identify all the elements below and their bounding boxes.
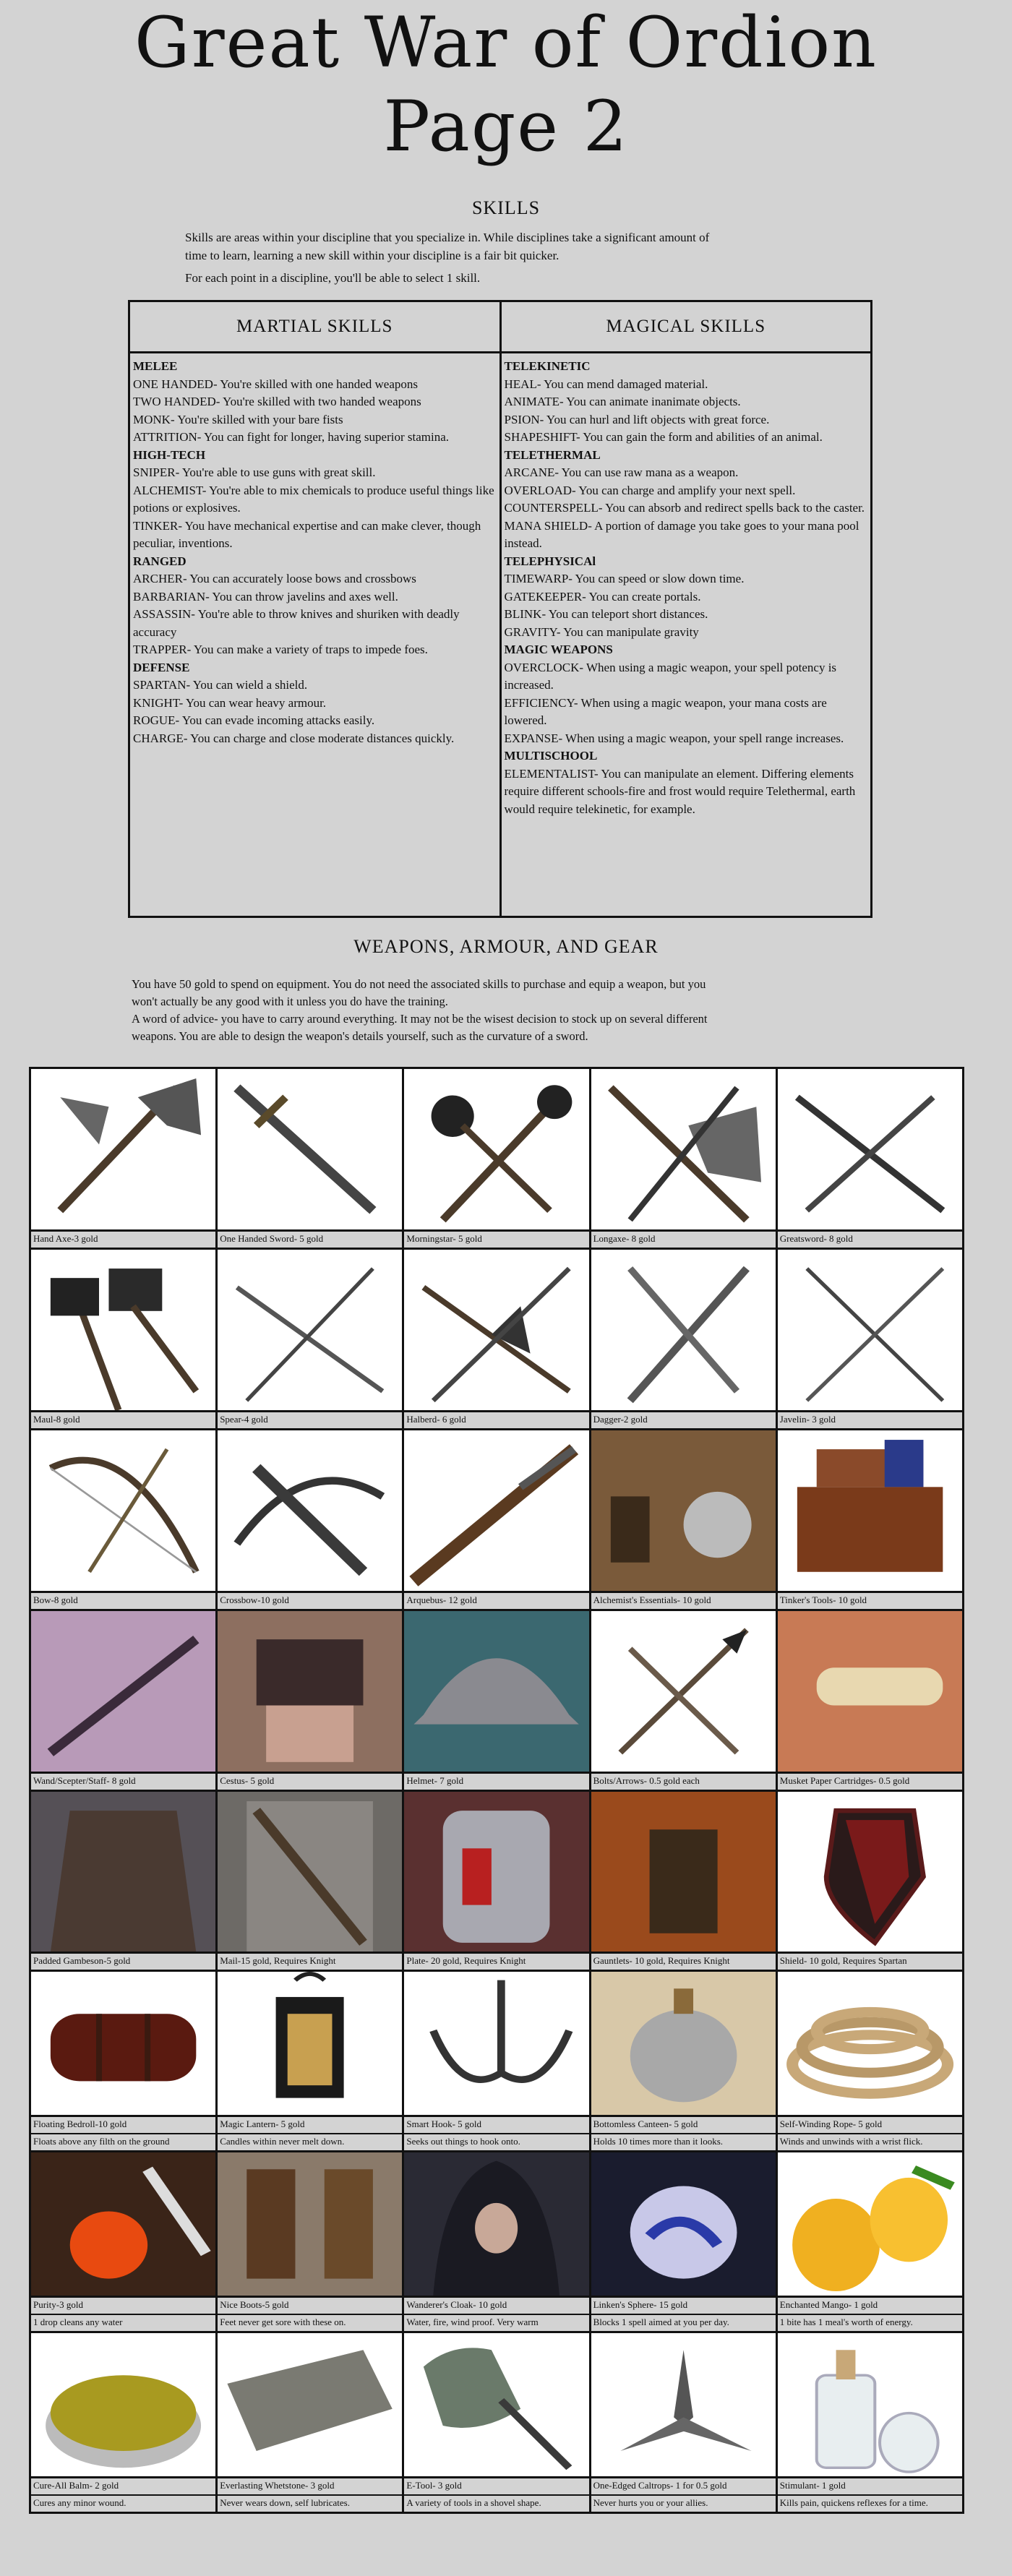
- gear-item: [31, 2152, 215, 2331]
- gear-item-name: Bow-8 gold: [31, 1591, 215, 1609]
- gear-item-name: Spear-4 gold: [218, 1410, 402, 1428]
- skill-category: MELEE: [133, 359, 178, 373]
- gear-item-name: Helmet- 7 gold: [404, 1772, 588, 1790]
- skill-entry: ANIMATE- You can animate inanimate objects.: [504, 395, 741, 408]
- skill-entry: BARBARIAN- You can throw javelins and axes well.: [133, 589, 398, 604]
- gear-heading: WEAPONS, ARMOUR, AND GEAR: [353, 936, 659, 957]
- gear-item: [404, 1611, 588, 1790]
- gear-item-name: Gauntlets- 10 gold, Requires Knight: [591, 1952, 776, 1970]
- gear-item: [591, 1069, 776, 1248]
- skill-entry: SHAPESHIFT- You can gain the form and abilities of an animal.: [504, 430, 823, 444]
- gear-item: [31, 1792, 215, 1970]
- gear-item-name: Hand Axe-3 gold: [31, 1229, 215, 1248]
- gear-item: [404, 1430, 588, 1609]
- rope-icon-svg: [778, 1972, 962, 2115]
- gear-item: [404, 2152, 588, 2331]
- gear-item-name: Javelin- 3 gold: [778, 1410, 962, 1428]
- gear-item-name: Cure-All Balm- 2 gold: [31, 2476, 215, 2494]
- gear-item-description: Seeks out things to hook onto.: [404, 2133, 588, 2150]
- grappling-hook-icon: [404, 1972, 588, 2115]
- hand-axe-icon-svg: [31, 1069, 215, 1229]
- caltrops-icon: [591, 2333, 776, 2476]
- gear-intro-line-3: A word of advice- you have to carry around everything. It may not be the wisest decision to stock up on several different: [132, 1012, 708, 1026]
- canteen-icon-svg: [591, 1972, 776, 2115]
- halberd-icon: [404, 1250, 588, 1410]
- gear-item: [31, 1069, 215, 1248]
- gear-item: [31, 1972, 215, 2150]
- gear-item: [31, 1430, 215, 1609]
- hand-axe-icon: [31, 1069, 215, 1229]
- skill-entry: TIMEWARP- You can speed or slow down time.: [504, 572, 745, 585]
- gear-item-name: Padded Gambeson-5 gold: [31, 1952, 215, 1970]
- cestus-icon: [218, 1611, 402, 1772]
- gear-item-name: Shield- 10 gold, Requires Spartan: [778, 1952, 962, 1970]
- greatsword-icon: [778, 1069, 962, 1229]
- chainmail-icon: [218, 1792, 402, 1952]
- skill-entry: MONK- You're skilled with your bare fists: [133, 412, 343, 426]
- gear-item: [591, 1430, 776, 1609]
- plate-armor-icon-svg: [404, 1792, 588, 1952]
- caltrops-icon-svg: [591, 2333, 776, 2476]
- gear-item-name: Self-Winding Rope- 5 gold: [778, 2115, 962, 2133]
- greatsword-icon-svg: [778, 1069, 962, 1229]
- skill-entry: GRAVITY- You can manipulate gravity: [504, 624, 699, 639]
- gear-intro-line-1: You have 50 gold to spend on equipment. You do not need the associated skills to purchase and equip a weapon, but you: [132, 977, 706, 991]
- grappling-hook-icon-svg: [404, 1972, 588, 2115]
- potion-icon: [31, 2152, 215, 2296]
- gear-item-name: Wanderer's Cloak- 10 gold: [404, 2296, 588, 2314]
- gear-item-description: Kills pain, quickens reflexes for a time.: [778, 2494, 962, 2512]
- gear-item-name: Stimulant- 1 gold: [778, 2476, 962, 2494]
- gear-item-name: Nice Boots-5 gold: [218, 2296, 402, 2314]
- gear-item: [31, 1611, 215, 1790]
- gear-item-description: Water, fire, wind proof. Very warm: [404, 2314, 588, 2331]
- magical-skills-list: [502, 353, 871, 821]
- gear-item-name: Cestus- 5 gold: [218, 1772, 402, 1790]
- gear-item: [218, 2152, 402, 2331]
- gear-item-description: Floats above any filth on the ground: [31, 2133, 215, 2150]
- gear-item: [778, 2152, 962, 2331]
- gear-item: [778, 1792, 962, 1970]
- wand-icon: [31, 1611, 215, 1772]
- bow-icon-svg: [31, 1430, 215, 1591]
- cloak-icon-svg: [404, 2152, 588, 2296]
- gear-item-name: Morningstar- 5 gold: [404, 1229, 588, 1248]
- arrows-icon-svg: [591, 1611, 776, 1772]
- spear-icon-svg: [218, 1250, 402, 1410]
- skill-entry: ELEMENTALIST- You can manipulate an element. Differing elements require different schools-fire and frost would require Telethermal, earth would require telekinetic, for example.: [504, 766, 856, 816]
- skill-entry: EFFICIENCY- When using a magic weapon, your mana costs are lowered.: [504, 695, 827, 727]
- balm-tin-icon: [31, 2333, 215, 2476]
- gear-item: [591, 1972, 776, 2150]
- skill-category: MAGIC WEAPONS: [504, 643, 613, 656]
- gear-item-name: Crossbow-10 gold: [218, 1591, 402, 1609]
- gear-item: [778, 1430, 962, 1609]
- whetstone-icon-svg: [218, 2333, 402, 2476]
- page-subtitle: Page 2: [383, 86, 629, 167]
- skill-entry: ARCANE- You can use raw mana as a weapon.: [504, 465, 739, 479]
- gear-item: [404, 1069, 588, 1248]
- cartridge-icon-svg: [778, 1611, 962, 1772]
- maul-icon-svg: [31, 1250, 215, 1410]
- gear-item-name: Plate- 20 gold, Requires Knight: [404, 1952, 588, 1970]
- spear-icon: [218, 1250, 402, 1410]
- gear-item-name: Alchemist's Essentials- 10 gold: [591, 1591, 776, 1609]
- skills-intro-line-2: time to learn, learning a new skill within your discipline is a fair bit quicker.: [185, 249, 559, 262]
- boots-icon: [218, 2152, 402, 2296]
- crossbow-icon-svg: [218, 1430, 402, 1591]
- gear-item: [404, 2333, 588, 2512]
- dagger-icon: [591, 1250, 776, 1410]
- gear-item-name: Mail-15 gold, Requires Knight: [218, 1952, 402, 1970]
- skill-category: TELETHERMAL: [504, 447, 601, 462]
- toolbox-icon-svg: [778, 1430, 962, 1591]
- helmet-icon-svg: [404, 1611, 588, 1772]
- boots-icon-svg: [218, 2152, 402, 2296]
- martial-skills-heading: MARTIAL SKILLS: [130, 302, 499, 353]
- skill-entry: EXPANSE- When using a magic weapon, your spell range increases.: [504, 731, 844, 745]
- longaxe-icon-svg: [591, 1069, 776, 1229]
- shovel-icon: [404, 2333, 588, 2476]
- bedroll-icon: [31, 1972, 215, 2115]
- plate-armor-icon: [404, 1792, 588, 1952]
- skill-entry: GATEKEEPER- You can create portals.: [504, 589, 701, 604]
- javelin-icon-svg: [778, 1250, 962, 1410]
- skill-entry: ASSASSIN- You're able to throw knives and shuriken with deadly accuracy: [133, 607, 460, 639]
- arquebus-icon: [404, 1430, 588, 1591]
- gear-item-description: 1 drop cleans any water: [31, 2314, 215, 2331]
- skill-category: TELEPHYSICAl: [504, 554, 596, 568]
- morningstar-icon-svg: [404, 1069, 588, 1229]
- skills-heading: SKILLS: [471, 197, 541, 218]
- gear-intro-line-2: won't actually be any good with it unless you do have the training.: [132, 995, 448, 1008]
- skill-entry: CHARGE- You can charge and close moderate distances quickly.: [133, 731, 455, 745]
- gear-item-description: Feet never get sore with these on.: [218, 2314, 402, 2331]
- shield-icon: [778, 1792, 962, 1952]
- skill-category: TELEKINETIC: [504, 359, 591, 373]
- one-handed-sword-icon-svg: [218, 1069, 402, 1229]
- gear-item-name: Bolts/Arrows- 0.5 gold each: [591, 1772, 776, 1790]
- potion-icon-svg: [31, 2152, 215, 2296]
- skill-category: DEFENSE: [133, 660, 190, 674]
- gear-item: [778, 1611, 962, 1790]
- skill-entry: HEAL- You can mend damaged material.: [504, 377, 708, 391]
- gear-item-name: Purity-3 gold: [31, 2296, 215, 2314]
- gear-item-name: Dagger-2 gold: [591, 1410, 776, 1428]
- skill-entry: BLINK- You can teleport short distances.: [504, 607, 708, 621]
- gauntlets-icon-svg: [591, 1792, 776, 1952]
- gear-item: [404, 1792, 588, 1970]
- gear-item-description: Holds 10 times more than it looks.: [591, 2133, 776, 2150]
- skill-entry: ONE HANDED- You're skilled with one handed weapons: [133, 377, 419, 391]
- gear-item: [218, 1430, 402, 1609]
- gambeson-icon: [31, 1792, 215, 1952]
- bottles-icon: [778, 2333, 962, 2476]
- skill-entry: TRAPPER- You can make a variety of traps to impede foes.: [133, 643, 428, 656]
- skill-entry: OVERCLOCK- When using a magic weapon, your spell potency is increased.: [504, 660, 837, 692]
- gear-item-name: Enchanted Mango- 1 gold: [778, 2296, 962, 2314]
- gear-item: [591, 2152, 776, 2331]
- skill-entry: KNIGHT- You can wear heavy armour.: [133, 695, 327, 710]
- skill-entry: ARCHER- You can accurately loose bows and crossbows: [133, 572, 416, 585]
- wand-icon-svg: [31, 1611, 215, 1772]
- skill-entry: ATTRITION- You can fight for longer, having superior stamina.: [133, 430, 449, 444]
- cartridge-icon: [778, 1611, 962, 1772]
- skill-entry: PSION- You can hurl and lift objects with great force.: [504, 412, 770, 426]
- gear-item-name: Everlasting Whetstone- 3 gold: [218, 2476, 402, 2494]
- arrows-icon: [591, 1611, 776, 1772]
- gear-item-name: Smart Hook- 5 gold: [404, 2115, 588, 2133]
- skill-entry: ROGUE- You can evade incoming attacks easily.: [133, 713, 375, 727]
- mango-icon: [778, 2152, 962, 2296]
- gear-item-description: Blocks 1 spell aimed at you per day.: [591, 2314, 776, 2331]
- crossbow-icon: [218, 1430, 402, 1591]
- gear-item-name: Bottomless Canteen- 5 gold: [591, 2115, 776, 2133]
- gear-item: [218, 1972, 402, 2150]
- helmet-icon: [404, 1611, 588, 1772]
- gear-item-name: Wand/Scepter/Staff- 8 gold: [31, 1772, 215, 1790]
- cloak-icon: [404, 2152, 588, 2296]
- gear-item-name: Greatsword- 8 gold: [778, 1229, 962, 1248]
- alchemist-kit-icon-svg: [591, 1430, 776, 1591]
- balm-tin-icon-svg: [31, 2333, 215, 2476]
- gear-item: [218, 1611, 402, 1790]
- gear-item-description: Never hurts you or your allies.: [591, 2494, 776, 2512]
- morningstar-icon: [404, 1069, 588, 1229]
- skill-entry: COUNTERSPELL- You can absorb and redirect spells back to the caster.: [504, 501, 865, 515]
- gear-item-name: Longaxe- 8 gold: [591, 1229, 776, 1248]
- skill-entry: MANA SHIELD- A portion of damage you take goes to your mana pool instead.: [504, 518, 859, 550]
- gambeson-icon-svg: [31, 1792, 215, 1952]
- gear-item-name: E-Tool- 3 gold: [404, 2476, 588, 2494]
- javelin-icon: [778, 1250, 962, 1410]
- skill-entry: TINKER- You have mechanical expertise and can make clever, though peculiar, inventions.: [133, 518, 481, 550]
- gear-item: [218, 1250, 402, 1428]
- gear-item-description: Never wears down, self lubricates.: [218, 2494, 402, 2512]
- gauntlets-icon: [591, 1792, 776, 1952]
- magical-skills-heading: MAGICAL SKILLS: [502, 302, 871, 353]
- halberd-icon-svg: [404, 1250, 588, 1410]
- gear-item-name: Musket Paper Cartridges- 0.5 gold: [778, 1772, 962, 1790]
- whetstone-icon: [218, 2333, 402, 2476]
- martial-skills-column: [130, 302, 502, 916]
- maul-icon: [31, 1250, 215, 1410]
- gear-item: [778, 1972, 962, 2150]
- gear-item-description: Cures any minor wound.: [31, 2494, 215, 2512]
- bottles-icon-svg: [778, 2333, 962, 2476]
- gear-item: [218, 2333, 402, 2512]
- chainmail-icon-svg: [218, 1792, 402, 1952]
- rope-icon: [778, 1972, 962, 2115]
- skill-entry: TWO HANDED- You're skilled with two handed weapons: [133, 395, 421, 408]
- gear-item: [31, 1250, 215, 1428]
- magical-skills-column: [502, 302, 871, 916]
- dagger-icon-svg: [591, 1250, 776, 1410]
- gear-item-description: 1 bite has 1 meal's worth of energy.: [778, 2314, 962, 2331]
- sphere-icon-svg: [591, 2152, 776, 2296]
- gear-item-name: Halberd- 6 gold: [404, 1410, 588, 1428]
- alchemist-kit-icon: [591, 1430, 776, 1591]
- gear-item-name: Linken's Sphere- 15 gold: [591, 2296, 776, 2314]
- bow-icon: [31, 1430, 215, 1591]
- cestus-icon-svg: [218, 1611, 402, 1772]
- skill-entry: OVERLOAD- You can charge and amplify your next spell.: [504, 483, 796, 497]
- skill-category: MULTISCHOOL: [504, 749, 598, 763]
- arquebus-icon-svg: [404, 1430, 588, 1591]
- gear-item-name: One-Edged Caltrops- 1 for 0.5 gold: [591, 2476, 776, 2494]
- gear-item-name: One Handed Sword- 5 gold: [218, 1229, 402, 1248]
- one-handed-sword-icon: [218, 1069, 402, 1229]
- gear-item: [404, 1972, 588, 2150]
- page-title: Great War of Ordion: [134, 2, 878, 83]
- skills-intro-line-1: Skills are areas within your discipline that you specialize in. While disciplines take a significant amount of: [185, 231, 710, 244]
- skill-category: RANGED: [133, 554, 186, 568]
- skill-category: HIGH-TECH: [133, 447, 206, 462]
- gear-item-name: Magic Lantern- 5 gold: [218, 2115, 402, 2133]
- gear-item: [778, 2333, 962, 2512]
- gear-item-description: A variety of tools in a shovel shape.: [404, 2494, 588, 2512]
- gear-grid: [29, 1067, 964, 2514]
- gear-item: [218, 1792, 402, 1970]
- gear-item-name: Maul-8 gold: [31, 1410, 215, 1428]
- gear-item: [591, 1250, 776, 1428]
- gear-item-description: Winds and unwinds with a wrist flick.: [778, 2133, 962, 2150]
- gear-item-name: Tinker's Tools- 10 gold: [778, 1591, 962, 1609]
- gear-item: [591, 1611, 776, 1790]
- canteen-icon: [591, 1972, 776, 2115]
- gear-item: [778, 1069, 962, 1248]
- shovel-icon-svg: [404, 2333, 588, 2476]
- skill-entry: SPARTAN- You can wield a shield.: [133, 678, 308, 692]
- gear-item: [218, 1069, 402, 1248]
- skills-intro-line-3: For each point in a discipline, you'll be able to select 1 skill.: [185, 271, 481, 285]
- skill-entry: ALCHEMIST- You're able to mix chemicals to produce useful things like potions or explosives.: [133, 483, 494, 515]
- gear-item: [591, 2333, 776, 2512]
- gear-item: [591, 1792, 776, 1970]
- martial-skills-list: [130, 353, 499, 750]
- gear-item-name: Arquebus- 12 gold: [404, 1591, 588, 1609]
- lantern-icon-svg: [218, 1972, 402, 2115]
- gear-item: [404, 1250, 588, 1428]
- gear-item: [31, 2333, 215, 2512]
- gear-item: [778, 1250, 962, 1428]
- shield-icon-svg: [778, 1792, 962, 1952]
- gear-item-description: Candles within never melt down.: [218, 2133, 402, 2150]
- skills-table: [128, 300, 872, 918]
- gear-intro-line-4: weapons. You are able to design the weapon's details yourself, such as the curvature of a sword.: [132, 1029, 588, 1043]
- toolbox-icon: [778, 1430, 962, 1591]
- mango-icon-svg: [778, 2152, 962, 2296]
- bedroll-icon-svg: [31, 1972, 215, 2115]
- sphere-icon: [591, 2152, 776, 2296]
- lantern-icon: [218, 1972, 402, 2115]
- gear-item-name: Floating Bedroll-10 gold: [31, 2115, 215, 2133]
- longaxe-icon: [591, 1069, 776, 1229]
- skill-entry: SNIPER- You're able to use guns with great skill.: [133, 465, 376, 479]
